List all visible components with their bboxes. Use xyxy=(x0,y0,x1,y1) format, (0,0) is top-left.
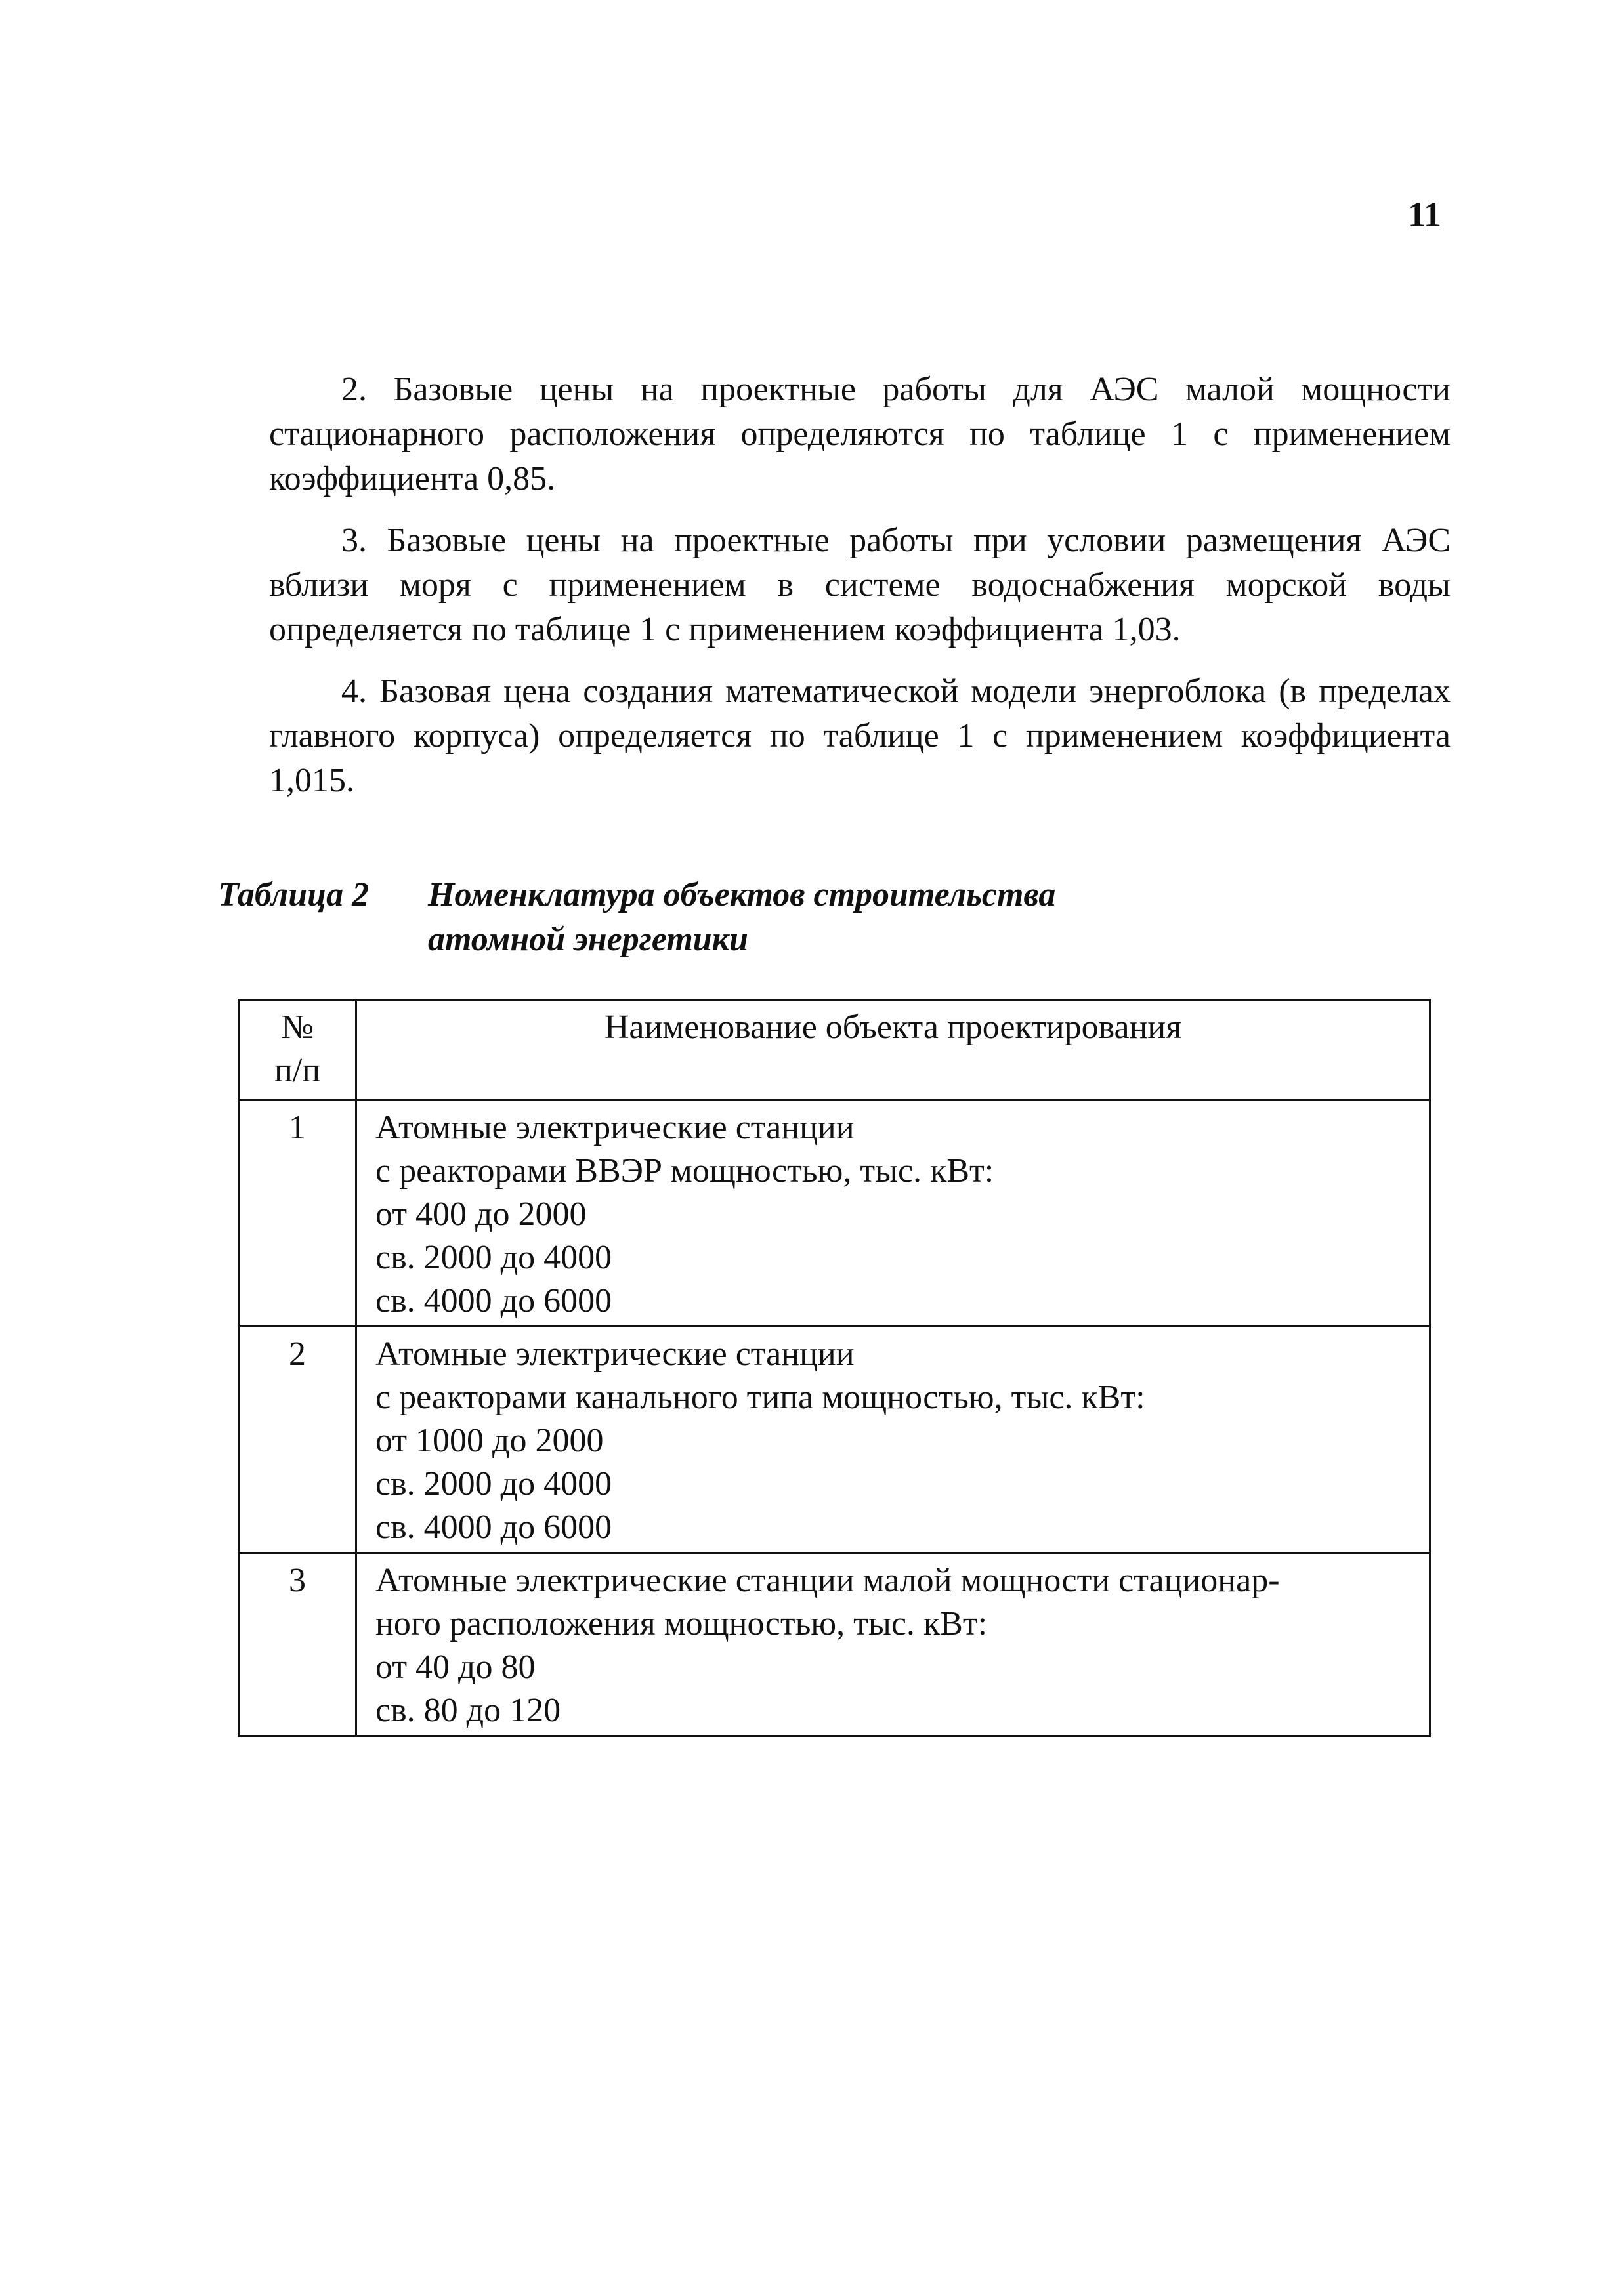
page-number: 11 xyxy=(1408,195,1442,234)
paragraph-3: 3. Базовые цены на проектные работы при условии размещения АЭС вблизи моря с применением в системе водоснабжения морской воды определяется по таблице 1 с применением коэффициента 1,03. xyxy=(269,522,1451,648)
table-header-row xyxy=(239,1000,1430,1100)
header-number-line: № xyxy=(281,1009,314,1046)
paragraph-2: 2. Базовые цены на проектные работы для АЭС малой мощности стационарного расположения определяются по таблице 1 с применением коэффициента 0,85. xyxy=(269,371,1451,497)
row-line: от 400 до 2000 xyxy=(375,1196,587,1233)
row-line: св. 2000 до 4000 xyxy=(375,1465,612,1503)
row-line: св. 80 до 120 xyxy=(375,1692,561,1729)
row-line: ного расположения мощностью, тыс. кВт: xyxy=(375,1605,988,1642)
nomenclature-table xyxy=(238,999,1431,1737)
row-name-cell xyxy=(356,1553,1430,1736)
row-line: Атомные электрические станции малой мощности стационар- xyxy=(375,1562,1280,1599)
paragraph-4: 4. Базовая цена создания математической модели энергоблока (в пределах главного корпуса) определяется по таблице 1 с применением коэффициента 1,015. xyxy=(269,673,1451,799)
table-row xyxy=(239,1553,1430,1736)
header-number-line: п/п xyxy=(274,1052,321,1089)
header-name-cell: Наименование объекта проектирования xyxy=(356,1000,1430,1100)
header-number-cell xyxy=(239,1000,356,1100)
row-number-cell: 2 xyxy=(239,1327,356,1553)
body-text xyxy=(269,367,1451,820)
table-caption-label: Таблица 2 xyxy=(218,876,370,913)
row-line: с реакторами ВВЭР мощностью, тыс. кВт: xyxy=(375,1152,994,1190)
row-line: Атомные электрические станции xyxy=(375,1109,855,1146)
row-line: от 1000 до 2000 xyxy=(375,1422,604,1459)
row-line: Атомные электрические станции xyxy=(375,1335,855,1373)
table-caption-title-line: атомной энергетики xyxy=(428,921,748,958)
row-line: с реакторами канального типа мощностью, тыс. кВт: xyxy=(375,1379,1145,1416)
row-name-cell xyxy=(356,1327,1430,1553)
table-caption-title-line: Номенклатура объектов строительства xyxy=(428,876,1056,913)
table-row xyxy=(239,1327,1430,1553)
table-row xyxy=(239,1100,1430,1327)
row-number-cell: 3 xyxy=(239,1553,356,1736)
row-line: св. 4000 до 6000 xyxy=(375,1509,612,1546)
row-name-cell xyxy=(356,1100,1430,1327)
row-line: св. 4000 до 6000 xyxy=(375,1282,612,1320)
table-caption-title xyxy=(428,873,1216,962)
row-number-cell: 1 xyxy=(239,1100,356,1327)
row-line: от 40 до 80 xyxy=(375,1648,536,1686)
row-line: св. 2000 до 4000 xyxy=(375,1239,612,1276)
